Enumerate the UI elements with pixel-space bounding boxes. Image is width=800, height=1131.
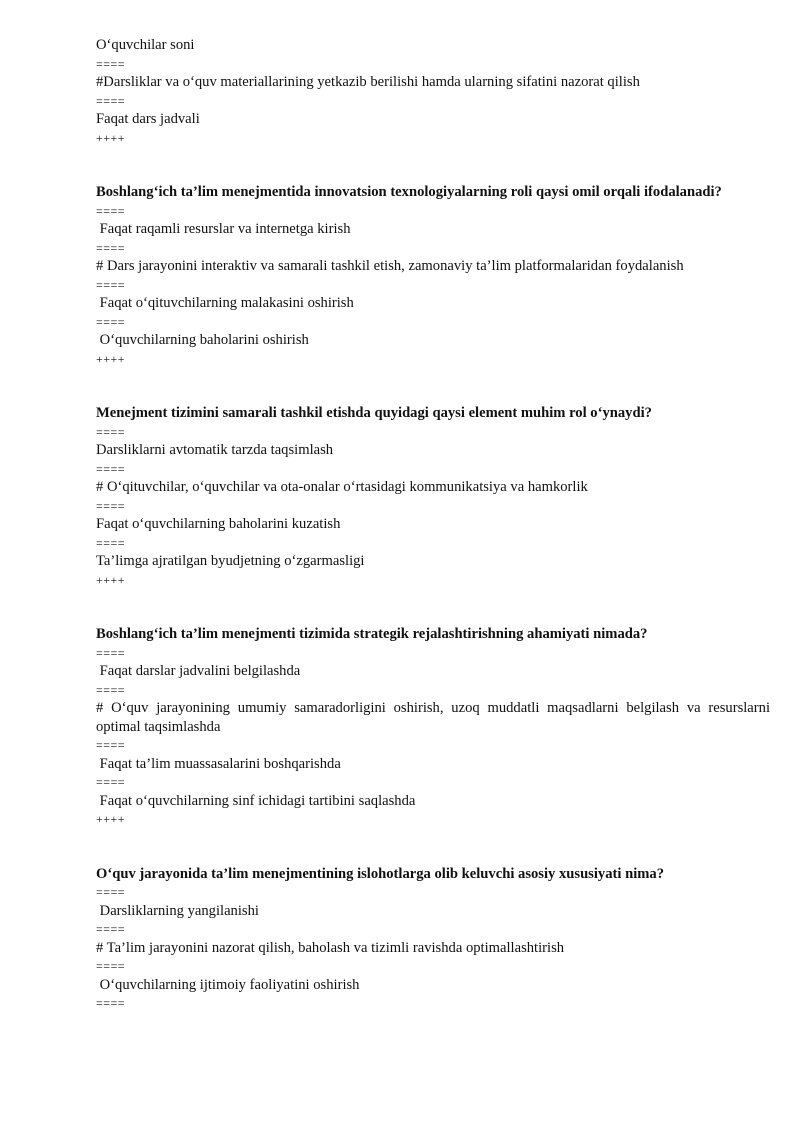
separator: ==== [96, 775, 126, 789]
separator: ==== [96, 498, 126, 513]
question-text: Menejment tizimini samarali tashkil etishda quyidagi qaysi element muhim rol o‘ynaydi? [96, 405, 652, 421]
separator: ==== [96, 885, 126, 899]
end-marker: ++++ [96, 130, 126, 145]
separator: ==== [96, 922, 126, 936]
correct-answer-option: # O‘quv jarayonining umumiy samaradorligini oshirish, uzoq muddatli maqsadlarni belgilash va resurslarni optimal taqsimlashda [96, 700, 774, 735]
answer-option: O‘quvchilarning ijtimoiy faoliyatini oshirish [96, 976, 360, 993]
answer-option: Faqat o‘quvchilarning baholarini kuzatish [96, 516, 341, 532]
question-block [96, 625, 774, 829]
intro-block [96, 36, 770, 147]
separator: ==== [96, 738, 126, 752]
answer-option: Darsliklarni avtomatik tarzda taqsimlash [96, 442, 334, 458]
question-block [96, 404, 770, 589]
separator: ==== [96, 203, 126, 218]
answer-option: Faqat o‘qituvchilarning malakasini oshirish [96, 295, 354, 311]
answer-option: Ta’limga ajratilgan byudjetning o‘zgarmasligi [96, 553, 365, 569]
separator: ==== [96, 959, 126, 973]
correct-answer-option: # Dars jarayonini interaktiv va samarali tashkil etish, zamonaviy ta’lim platformalaridan foydalanish [96, 258, 684, 274]
separator: ==== [96, 93, 126, 108]
separator: ==== [96, 535, 126, 550]
separator: ==== [96, 424, 126, 439]
separator: ==== [96, 240, 126, 255]
end-marker: ++++ [96, 572, 126, 587]
end-marker: ++++ [96, 351, 126, 366]
correct-answer-option: # Ta’lim jarayonini nazorat qilish, baholash va tizimli ravishda optimallashtirish [96, 939, 565, 956]
separator: ==== [96, 645, 126, 660]
separator: ==== [96, 461, 126, 476]
question-block [96, 183, 770, 368]
question-text: O‘quv jarayonida ta’lim menejmentining islohotlarga olib keluvchi asosiy xususiyati nima? [96, 865, 664, 882]
answer-line: #Darsliklar va o‘quv materiallarining yetkazib berilishi hamda ularning sifatini nazorat qilish [96, 74, 640, 90]
correct-answer-option: # O‘qituvchilar, o‘quvchilar va ota-onalar o‘rtasidagi kommunikatsiya va hamkorlik [96, 479, 588, 495]
answer-line: O‘quvchilar soni [96, 37, 195, 53]
document-page [96, 36, 774, 1013]
answer-option: O‘quvchilarning baholarini oshirish [96, 332, 309, 348]
answer-option: Faqat ta’lim muassasalarini boshqarishda [96, 755, 341, 772]
question-text: Boshlang‘ich ta’lim menejmentida innovatsion texnologiyalarning roli qaysi omil orqali ifodalanadi? [96, 184, 722, 200]
end-marker: ++++ [96, 812, 126, 826]
answer-line: Faqat dars jadvali [96, 111, 200, 127]
question-text: Boshlang‘ich ta’lim menejmenti tizimida strategik rejalashtirishning ahamiyati nimada? [96, 626, 648, 642]
separator: ==== [96, 277, 126, 292]
question-block [96, 865, 770, 1013]
answer-option: Darsliklarning yangilanishi [96, 902, 259, 919]
answer-option: Faqat darslar jadvalini belgilashda [96, 663, 301, 679]
separator: ==== [96, 56, 126, 71]
separator: ==== [96, 996, 126, 1010]
answer-option: Faqat o‘quvchilarning sinf ichidagi tartibini saqlashda [96, 792, 416, 809]
separator: ==== [96, 314, 126, 329]
separator: ==== [96, 682, 126, 697]
answer-option: Faqat raqamli resurslar va internetga kirish [96, 221, 351, 237]
